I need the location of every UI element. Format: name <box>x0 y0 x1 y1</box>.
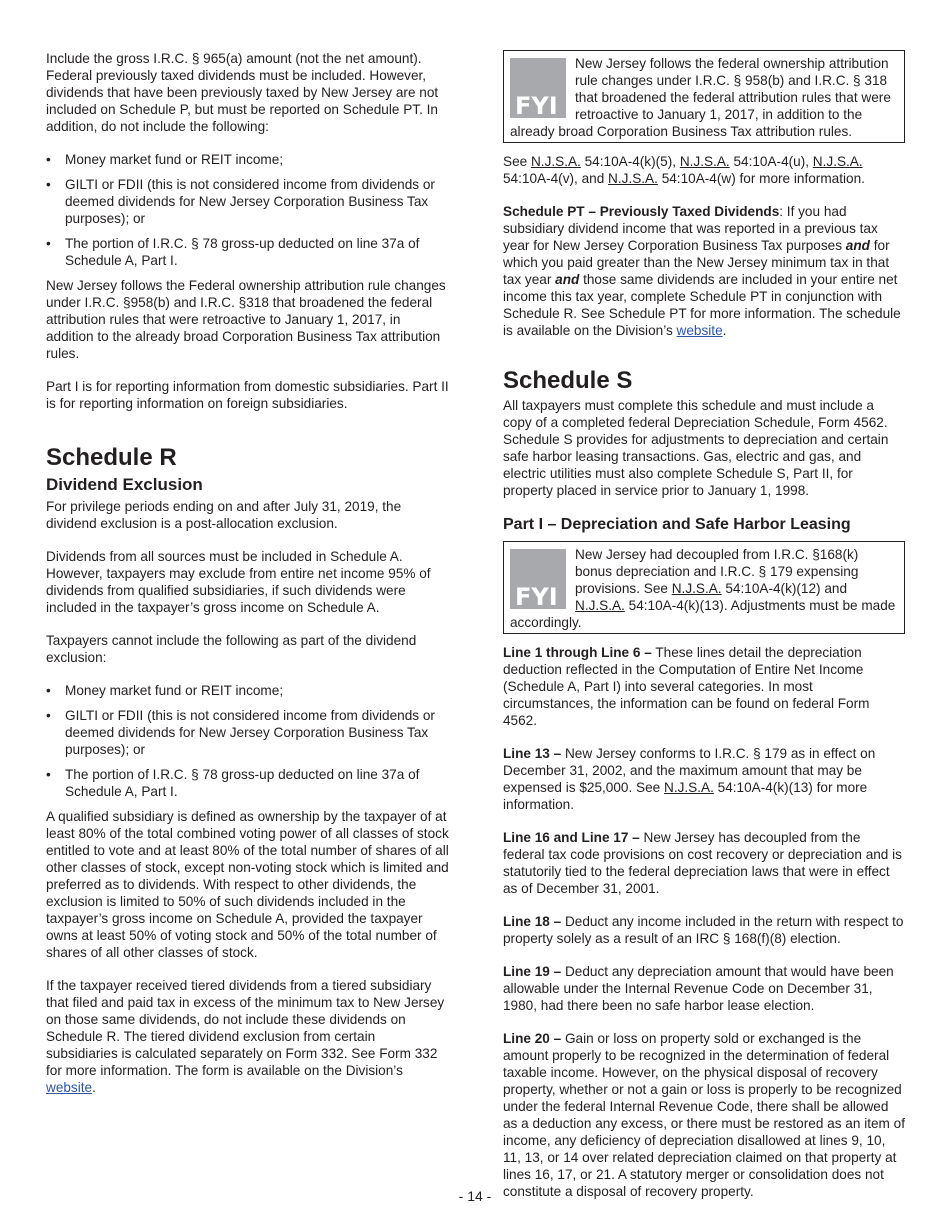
line-1-6-paragraph <box>503 644 905 729</box>
period: . <box>722 323 727 338</box>
citation: 54:10A-4(w) for more information. <box>661 171 865 186</box>
citation: 54:10A-4(u), <box>733 154 810 169</box>
exclusion-list-2 <box>46 682 450 800</box>
fyi-text: New Jersey follows the federal ownership attribution rule changes under I.R.C. § 958(b) and I.R.C. § 318 that broadened the federal attribution rules that were retroactive to January 1, 2017, in addition to the already broad Corporation Business Tax attribution rules. <box>510 56 891 139</box>
list-item: • GILTI or FDII (this is not considered income from dividends or deemed dividends for New Jersey Corporation Business Tax purposes); or <box>46 707 450 758</box>
schedule-s-paragraph: All taxpayers must complete this schedule and must include a copy of a completed federal Depreciation Schedule, Form 4562. Schedule S provides for adjustments to depreciation and certain safe harbor leasing transactions. Gas, electric and gas, and electric utilities must also complete Schedule S, Part II, for property placed in service prior to January 1, 1998. <box>503 398 889 498</box>
page-number: - 14 - <box>458 1188 492 1204</box>
njsa-reference: N.J.S.A. <box>664 780 714 795</box>
qualified-subsidiary-paragraph: A qualified subsidiary is defined as ownership by the taxpayer of at least 80% of the total combined voting power of all classes of stock entitled to vote and at least 80% of the total number of shares of all other classes of stock, except non-voting stock which is limited and preferred as to dividends. With respect to other dividends, the exclusion is limited to 50% of such dividends included in the taxpayer’s gross income on Schedule A, provided the taxpayer owns at least 50% of voting stock and 50% of the total number of shares of all other classes of stock. <box>46 809 449 960</box>
emphasis-and: and <box>555 272 580 287</box>
schedule-r-heading: Schedule R <box>46 444 177 471</box>
fyi-text: 54:10A-4(k)(13). Adjustments must be made accordingly. <box>510 598 896 630</box>
schedule-pt-label: Schedule PT – Previously Taxed Dividends <box>503 204 780 219</box>
see-prefix: See <box>503 154 528 169</box>
fyi-box-attribution <box>503 50 905 143</box>
njsa-reference: N.J.S.A. <box>575 598 625 613</box>
attribution-paragraph: New Jersey follows the Federal ownership attribution rule changes under I.R.C. §958(b) and I.R.C. §318 that broadened the federal attribution rules that were retroactive to January 1, 2017, in addition to the already broad Corporation Business Tax attribution rules. <box>46 278 446 361</box>
njsa-reference: N.J.S.A. <box>530 154 581 169</box>
schedule-pt-text: those same dividends are included in your entire net income this tax year, complete Schedule PT in conjunction with Schedule R. See Schedule PT for more information. The schedule is available on the Division’s <box>503 272 901 338</box>
schedule-pt-text: for which you paid greater than the New Jersey minimum tax in that tax year <box>503 238 890 287</box>
division-website-link[interactable]: website <box>676 323 723 338</box>
dividend-exclusion-subheading: Dividend Exclusion <box>46 475 203 494</box>
tiered-dividends-text: If the taxpayer received tiered dividends from a tiered subsidiary that filed and paid tax in excess of the minimum tax to New Jersey on those same dividends, do not include these dividends on Schedule R. The tiered dividend exclusion from certain subsidiaries is calculated separately on Form 332. See Form 332 for more information. The form is available on the Division’s <box>46 978 445 1078</box>
line-text: New Jersey has decoupled from the federal tax code provisions on cost recovery or depreciation and is statutorily tied to the federal depreciation laws that were in effect as of December 31, 2001. <box>503 830 902 896</box>
period: . <box>92 1080 96 1095</box>
njsa-reference: N.J.S.A. <box>679 154 730 169</box>
line-text: New Jersey conforms to I.R.C. § 179 as in effect on December 31, 2002, and the maximum amount that may be expensed is $25,000. See <box>503 746 876 795</box>
line-16-17-paragraph <box>503 829 905 897</box>
fyi-badge-icon <box>510 549 566 609</box>
schedule-r-paragraph-2: Dividends from all sources must be included in Schedule A. However, taxpayers may exclude from entire net income 95% of dividends from qualified subsidiaries, if such dividends were included in the taxpayer’s gross income on Schedule A. <box>46 549 431 615</box>
schedule-pt-text: : If you had subsidiary dividend income that was reported in a previous tax year for New Jersey Corporation Business Tax purposes <box>503 204 878 253</box>
line-text: These lines detail the depreciation deduction reflected in the Computation of Entire Net Income (Schedule A, Part I) into several categories. In most circumstances, the information can be found on federal Form 4562. <box>503 645 870 728</box>
line-label: Line 1 through Line 6 – <box>503 645 652 660</box>
line-20-paragraph <box>503 1030 905 1200</box>
line-label: Line 13 – <box>503 746 562 761</box>
tiered-dividends-paragraph <box>46 977 450 1096</box>
fyi-text: New Jersey had decoupled from I.R.C. §168(k) bonus depreciation and I.R.C. § 179 expensing provisions. See <box>575 547 859 596</box>
citation: 54:10A-4(k)(5), <box>584 154 677 169</box>
line-13-paragraph <box>503 745 905 813</box>
schedule-s-heading: Schedule S <box>503 367 633 394</box>
njsa-reference: N.J.S.A. <box>812 154 863 169</box>
exclusion-list-1 <box>46 151 450 269</box>
line-text: Deduct any depreciation amount that would have been allowable under the Internal Revenue Code on December 31, 1980, had there been no safe harbor lease election. <box>503 964 894 1013</box>
schedule-r-paragraph-1: For privilege periods ending on and after July 31, 2019, the dividend exclusion is a post-allocation exclusion. <box>46 499 402 531</box>
line-label: Line 20 – <box>503 1031 562 1046</box>
list-item: • The portion of I.R.C. § 78 gross-up deducted on line 37a of Schedule A, Part I. <box>46 766 450 800</box>
parts-paragraph: Part I is for reporting information from domestic subsidiaries. Part II is for reporting information on foreign subsidiaries. <box>46 379 449 411</box>
njsa-reference: N.J.S.A. <box>671 581 722 596</box>
part-i-heading: Part I – Depreciation and Safe Harbor Leasing <box>503 516 851 533</box>
fyi-text: 54:10A-4(k)(12) and <box>725 581 848 596</box>
right-column <box>503 50 905 1216</box>
fyi-label: FYI <box>515 583 558 611</box>
intro-paragraph: Include the gross I.R.C. § 965(a) amount (not the net amount). Federal previously taxed dividends must be included. However, dividends that have been previously taxed by New Jersey are not included on Schedule P, but must be reported on Schedule PT. In addition, do not include the following: <box>46 51 439 134</box>
line-label: Line 16 and Line 17 – <box>503 830 640 845</box>
line-19-paragraph <box>503 963 905 1014</box>
list-item: • Money market fund or REIT income; <box>46 682 450 699</box>
emphasis-and: and <box>845 238 870 253</box>
line-text: 54:10A-4(k)(13) for more information. <box>503 780 868 812</box>
schedule-r-paragraph-3: Taxpayers cannot include the following as part of the dividend exclusion: <box>46 633 417 665</box>
list-item: • GILTI or FDII (this is not considered income from dividends or deemed dividends for New Jersey Corporation Business Tax purposes); or <box>46 176 450 227</box>
division-website-link[interactable]: website <box>46 1080 93 1095</box>
line-text: Deduct any income included in the return with respect to property solely as a result of an IRC § 168(f)(8) election. <box>503 914 904 946</box>
citation: 54:10A-4(v), and <box>503 171 605 186</box>
schedule-pt-paragraph <box>503 203 905 339</box>
fyi-box-decoupling <box>503 541 905 634</box>
njsa-reference: N.J.S.A. <box>608 171 658 186</box>
list-item: • The portion of I.R.C. § 78 gross-up deducted on line 37a of Schedule A, Part I. <box>46 235 450 269</box>
list-item: • Money market fund or REIT income; <box>46 151 450 168</box>
line-18-paragraph <box>503 913 905 947</box>
line-label: Line 18 – <box>503 914 562 929</box>
see-references-paragraph <box>503 153 905 187</box>
left-column <box>46 50 450 1112</box>
fyi-label: FYI <box>515 92 558 120</box>
line-text: Gain or loss on property sold or exchanged is the amount properly to be recognized in the determination of federal taxable income. However, on the physical disposal of recovery property, whether or not a gain or loss is properly to be recognized under the federal Internal Revenue Code, there shall be allowed as a deduction any excess, or there must be restored as an item of income, any deficiency of depreciation disallowed at lines 9, 10, 11, 13, or 14 over related depreciation claimed on that property at lines 16, 17, or 21. A statutory merger or consolidation does not constitute a disposal of recovery property. <box>503 1031 905 1199</box>
line-label: Line 19 – <box>503 964 562 979</box>
fyi-badge-icon <box>510 58 566 118</box>
